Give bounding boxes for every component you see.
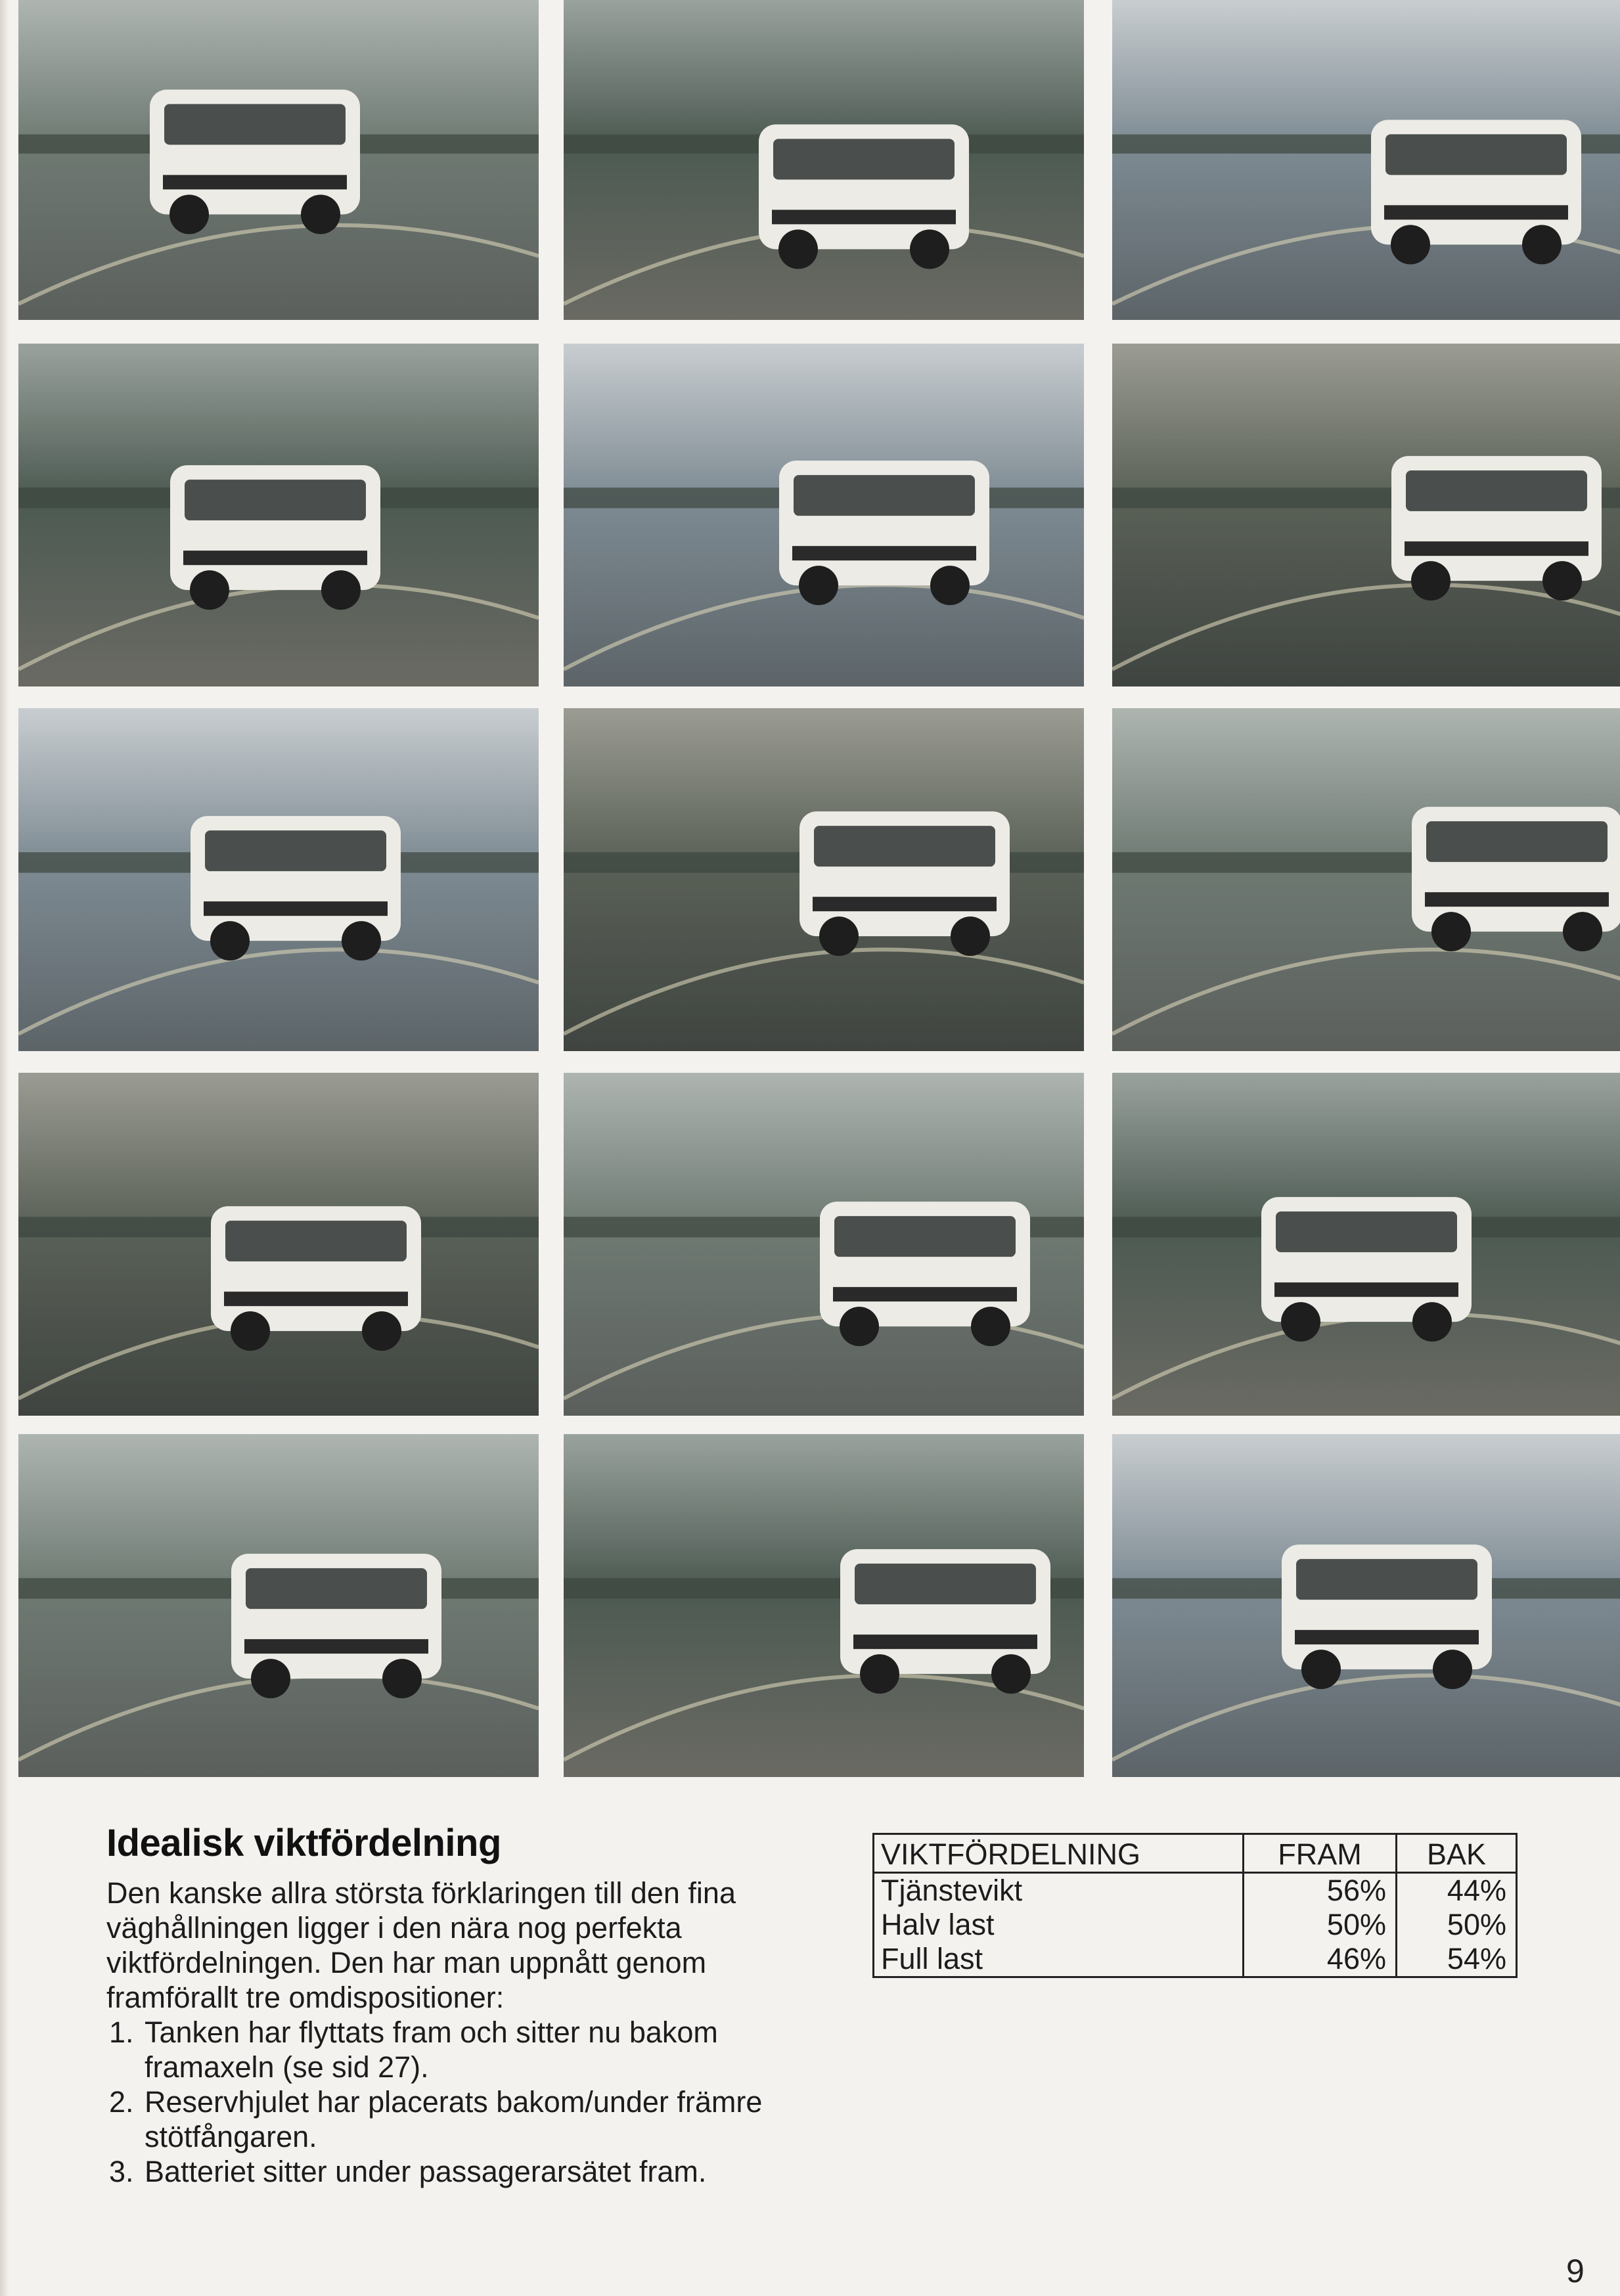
van-shape (191, 816, 401, 960)
van-shape (150, 89, 360, 234)
front-value: 56% (1244, 1873, 1397, 1908)
weight-distribution-table (872, 1833, 1518, 1978)
rear-value: 54% (1447, 1942, 1506, 1975)
van-photo (564, 1073, 1084, 1416)
van-shape (799, 811, 1010, 956)
column-header-rear: BAK (1397, 1834, 1517, 1873)
van-photo (1112, 708, 1620, 1051)
van-photo (18, 1073, 539, 1416)
table-row (874, 1942, 1517, 1977)
article-heading: Idealisk viktfördelning (106, 1822, 501, 1864)
van-photo (564, 0, 1084, 320)
table-header-row (874, 1834, 1517, 1873)
van-photo (1112, 0, 1620, 320)
van-photo (18, 344, 539, 687)
van-shape (211, 1206, 421, 1351)
front-value: 50% (1244, 1908, 1397, 1942)
van-shape (1282, 1544, 1492, 1689)
van-shape (231, 1554, 441, 1698)
table-row (874, 1873, 1517, 1908)
van-photo (564, 344, 1084, 687)
page-edge (0, 0, 9, 2296)
van-shape (840, 1549, 1050, 1694)
van-photo (18, 708, 539, 1051)
van-shape (779, 461, 989, 605)
article-body (106, 1876, 816, 2189)
rear-value: 44% (1447, 1874, 1506, 1907)
van-photo (1112, 1073, 1620, 1416)
article-intro: Den kanske allra största förklaringen till den fina väghållningen ligger i den nära nog perfekta viktfördelningen. Den har man uppnått genom framförallt tre omdispositioner: (106, 1876, 736, 2014)
van-photo (564, 1434, 1084, 1777)
table-row (874, 1908, 1517, 1942)
rear-value: 50% (1447, 1908, 1506, 1941)
photo-grid (18, 0, 1089, 1777)
list-item: 3. Batteriet sitter under passagerarsätet fram. (142, 2154, 816, 2189)
van-shape (1261, 1197, 1472, 1341)
van-shape (1412, 807, 1620, 951)
van-photo (18, 0, 539, 320)
column-header-front: FRAM (1244, 1834, 1397, 1873)
article-list (106, 2015, 816, 2189)
row-label: Full last (874, 1942, 1244, 1977)
page-number: 9 (1566, 2253, 1585, 2289)
front-value: 46% (1244, 1942, 1397, 1977)
van-photo (1112, 1434, 1620, 1777)
list-item: 2. Reservhjulet har placerats bakom/under främre stötfångaren. (142, 2084, 816, 2154)
van-shape (1371, 120, 1581, 264)
van-photo (564, 708, 1084, 1051)
van-shape (759, 124, 969, 269)
van-shape (1391, 456, 1602, 600)
list-item: 1. Tanken har flyttats fram och sitter nu bakom framaxeln (se sid 27). (142, 2015, 816, 2084)
row-label: Halv last (874, 1908, 1244, 1942)
van-photo (1112, 344, 1620, 687)
van-shape (170, 465, 380, 610)
row-label: Tjänstevikt (874, 1873, 1244, 1908)
van-photo (18, 1434, 539, 1777)
column-header-category: VIKTFÖRDELNING (874, 1834, 1244, 1873)
van-shape (820, 1202, 1030, 1346)
